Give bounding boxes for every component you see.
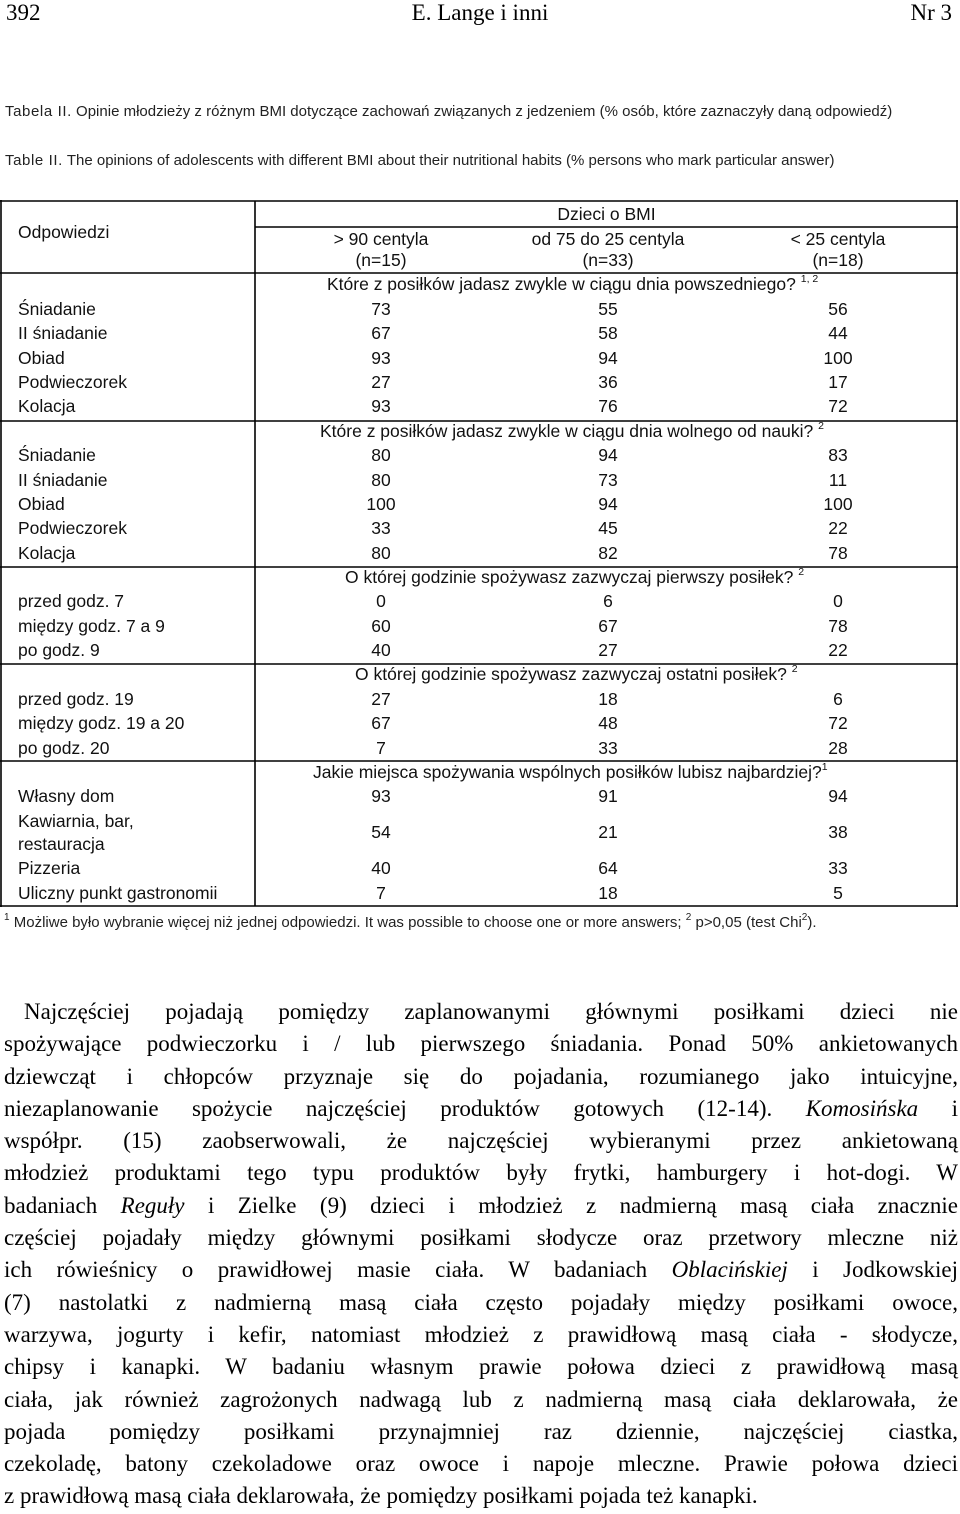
cell-value: 76 bbox=[598, 396, 618, 416]
col-header-under-25: < 25 centyla bbox=[790, 229, 886, 249]
running-head bbox=[0, 0, 960, 28]
cell-value: 40 bbox=[371, 858, 391, 878]
cell-value: 100 bbox=[823, 494, 853, 514]
cell-value: 60 bbox=[371, 616, 391, 636]
cell-value: 93 bbox=[371, 786, 391, 806]
body-line: spożywające podwieczorku i / lub pierwszego śniadania. Ponad 50% ankietowanych bbox=[4, 1031, 958, 1057]
body-paragraph bbox=[4, 996, 958, 1513]
cell-value: 64 bbox=[598, 858, 618, 878]
body-line bbox=[4, 1093, 958, 1125]
cell-value: 36 bbox=[598, 372, 618, 392]
cell-value: 94 bbox=[598, 348, 618, 368]
cell-value: 17 bbox=[828, 372, 848, 392]
cell-value: 83 bbox=[828, 445, 848, 465]
body-line: chipsy i kanapki. W badaniu własnym prawie połowa dzieci z prawidłową masą bbox=[4, 1354, 958, 1380]
author-reference: Komosińska bbox=[805, 1095, 919, 1121]
cell-value: 78 bbox=[828, 616, 848, 636]
cell-value: 82 bbox=[598, 543, 618, 563]
cell-value: 18 bbox=[598, 883, 618, 903]
author-reference: Reguły bbox=[120, 1192, 185, 1218]
footnote-text: p>0,05 (test Chi bbox=[695, 914, 802, 931]
col-header-75-25: od 75 do 25 centyla bbox=[531, 229, 685, 249]
caption-text: Opinie młodzieży z różnym BMI dotyczące zachowań związanych z jedzeniem (% osób, które zaznaczyły daną odpowiedź) bbox=[76, 103, 893, 120]
question-row bbox=[345, 567, 804, 587]
table-caption-polish bbox=[5, 101, 955, 122]
cell-value: 100 bbox=[823, 348, 853, 368]
cell-value: 58 bbox=[598, 323, 618, 343]
body-line bbox=[4, 1190, 958, 1222]
issue-number: Nr 3 bbox=[910, 0, 952, 25]
footnote-text: ). bbox=[807, 914, 817, 931]
row-label: między godz. 7 a 9 bbox=[18, 616, 165, 636]
question-row bbox=[313, 762, 828, 782]
cell-value: 72 bbox=[828, 713, 848, 733]
body-line: czekoladę, batony czekoladowe oraz owoce i napoje mleczne. Prawie połowa dzieci bbox=[4, 1451, 958, 1477]
col-header-n-75-25: (n=33) bbox=[582, 250, 634, 270]
cell-value: 80 bbox=[371, 445, 391, 465]
row-label: Pizzeria bbox=[18, 858, 81, 878]
footnote-text: Możliwe było wybranie więcej niż jednej odpowiedzi. It was possible to choose one or more answers; bbox=[13, 914, 682, 931]
col-header-n-over-90: (n=15) bbox=[355, 250, 407, 270]
question-row bbox=[355, 664, 798, 684]
cell-value: 33 bbox=[371, 518, 391, 538]
page-number: 392 bbox=[6, 0, 41, 25]
cell-value: 93 bbox=[371, 348, 391, 368]
question-text: O której godzinie spożywasz zazwyczaj ostatni posiłek? bbox=[355, 664, 787, 684]
body-line: pojada pomiędzy posiłkami przynajmniej raz dziennie, najczęściej ciastka, bbox=[4, 1418, 958, 1444]
cell-value: 38 bbox=[828, 822, 848, 842]
cell-value: 73 bbox=[371, 299, 391, 319]
question-text: Które z posiłków jadasz zwykle w ciągu dnia powszedniego? bbox=[327, 274, 796, 294]
cell-value: 48 bbox=[598, 713, 618, 733]
cell-value: 21 bbox=[598, 822, 618, 842]
row-label: Własny dom bbox=[18, 786, 115, 806]
row-label: Śniadanie bbox=[18, 445, 96, 465]
cell-value: 33 bbox=[828, 858, 848, 878]
cell-value: 93 bbox=[371, 396, 391, 416]
author-reference: Oblacińskiej bbox=[671, 1257, 788, 1283]
row-label: Podwieczorek bbox=[18, 518, 127, 538]
cell-value: 11 bbox=[828, 470, 848, 490]
table-footnote bbox=[4, 914, 959, 931]
cell-value: 22 bbox=[828, 640, 848, 660]
caption-label: Table II. bbox=[5, 152, 63, 169]
body-line: Najczęściej pojadają pomiędzy zaplanowanymi głównymi posiłkami dzieci nie bbox=[24, 999, 958, 1024]
body-line: młodzież produktami tego typu produktów były frytki, hamburgery i hot-dogi. W bbox=[4, 1160, 958, 1186]
cell-value: 54 bbox=[371, 822, 391, 842]
row-label: II śniadanie bbox=[18, 323, 108, 343]
body-line: częściej pojadały między głównymi posiłkami słodycze oraz przetwory mleczne niż bbox=[4, 1225, 958, 1251]
body-line: z prawidłową masą ciała deklarowała, że pomiędzy posiłkami pojada też kanapki. bbox=[4, 1483, 758, 1509]
cell-value: 56 bbox=[828, 299, 848, 319]
cell-value: 5 bbox=[833, 883, 843, 903]
data-table bbox=[0, 200, 958, 907]
question-text: Które z posiłków jadasz zwykle w ciągu dnia wolnego od nauki? bbox=[320, 421, 814, 441]
cell-value: 94 bbox=[828, 786, 848, 806]
cell-value: 0 bbox=[376, 591, 386, 611]
cell-value: 100 bbox=[366, 494, 396, 514]
caption-label: Tabela II. bbox=[5, 103, 72, 120]
body-text: i Jodkowskiej bbox=[812, 1257, 959, 1283]
col-header-over-90: > 90 centyla bbox=[333, 229, 429, 249]
col-header-n-under-25: (n=18) bbox=[812, 250, 864, 270]
row-label: przed godz. 7 bbox=[18, 591, 125, 611]
body-text: i bbox=[951, 1095, 959, 1121]
cell-value: 55 bbox=[598, 299, 618, 319]
footnote-marker: 2 bbox=[791, 663, 798, 675]
cell-value: 27 bbox=[598, 640, 618, 660]
footnote-marker: 1 bbox=[821, 761, 828, 773]
cell-value: 45 bbox=[598, 518, 618, 538]
bmi-group-header: Dzieci o BMI bbox=[557, 204, 656, 224]
row-label: restauracja bbox=[18, 834, 105, 854]
row-label: po godz. 20 bbox=[18, 738, 110, 758]
body-text: ich rówieśnicy o prawidłowej masie ciała. W badaniach bbox=[4, 1257, 648, 1283]
question-row bbox=[327, 274, 818, 294]
body-line: (7) nastolatki z nadmierną masą ciała często pojadały między posiłkami owoce, bbox=[4, 1289, 958, 1315]
body-text: i Zielke (9) dzieci i młodzież z nadmierną masą ciała znacznie bbox=[207, 1192, 959, 1218]
row-label: między godz. 19 a 20 bbox=[18, 713, 185, 733]
cell-value: 18 bbox=[598, 689, 618, 709]
caption-text: The opinions of adolescents with different BMI about their nutritional habits (% persons who mark particular answer) bbox=[66, 152, 835, 169]
body-text: badaniach bbox=[4, 1192, 98, 1218]
cell-value: 27 bbox=[371, 689, 391, 709]
cell-value: 7 bbox=[376, 738, 386, 758]
cell-value: 73 bbox=[598, 470, 618, 490]
body-line: współpr. (15) zaobserwowali, że najczęściej wybieranymi przez ankietowaną bbox=[4, 1128, 958, 1154]
footnote-marker: 2 bbox=[685, 912, 692, 923]
cell-value: 67 bbox=[371, 323, 391, 343]
row-label: po godz. 9 bbox=[18, 640, 100, 660]
row-label: Kolacja bbox=[18, 396, 76, 416]
row-label: II śniadanie bbox=[18, 470, 108, 490]
body-line: ciała, jak również zagrożonych nadwagą lub z nadmierną masą ciała deklarowała, że bbox=[4, 1386, 958, 1412]
cell-value: 44 bbox=[828, 323, 848, 343]
body-text: niezaplanowanie spożycie najczęściej produktów gotowych (12-14). bbox=[4, 1095, 773, 1121]
cell-value: 0 bbox=[833, 591, 843, 611]
body-line: warzywa, jogurty i kefir, natomiast młodzież z prawidłową masą ciała - słodycze, bbox=[4, 1321, 958, 1347]
question-text: O której godzinie spożywasz zazwyczaj pierwszy posiłek? bbox=[345, 567, 794, 587]
cell-value: 7 bbox=[376, 883, 386, 903]
row-label: przed godz. 19 bbox=[18, 689, 134, 709]
footnote-marker: 1 bbox=[4, 912, 10, 923]
question-text: Jakie miejsca spożywania wspólnych posiłków lubisz najbardziej? bbox=[313, 762, 822, 782]
cell-value: 28 bbox=[828, 738, 848, 758]
cell-value: 80 bbox=[371, 470, 391, 490]
cell-value: 67 bbox=[371, 713, 391, 733]
row-label: Obiad bbox=[18, 494, 65, 514]
question-row bbox=[320, 421, 824, 441]
footnote-marker: 2 bbox=[801, 912, 808, 923]
cell-value: 94 bbox=[598, 445, 618, 465]
row-label: Uliczny punkt gastronomii bbox=[18, 883, 218, 903]
footnote-marker: 2 bbox=[818, 420, 824, 432]
cell-value: 72 bbox=[828, 396, 848, 416]
cell-value: 6 bbox=[833, 689, 843, 709]
body-line: dziewcząt i chłopców przyznaje się do pojadania, rozumianego jako intuicyjne, bbox=[4, 1063, 958, 1089]
cell-value: 67 bbox=[598, 616, 618, 636]
cell-value: 91 bbox=[598, 786, 618, 806]
cell-value: 94 bbox=[598, 494, 618, 514]
cell-value: 78 bbox=[828, 543, 848, 563]
row-label: Kolacja bbox=[18, 543, 76, 563]
footnote-marker: 1, 2 bbox=[800, 273, 819, 285]
cell-value: 40 bbox=[371, 640, 391, 660]
cell-value: 6 bbox=[603, 591, 613, 611]
cell-value: 27 bbox=[371, 372, 391, 392]
footnote-marker: 2 bbox=[798, 566, 805, 578]
cell-value: 80 bbox=[371, 543, 391, 563]
row-label: Śniadanie bbox=[18, 299, 96, 319]
body-line bbox=[4, 1254, 958, 1286]
answers-column-header: Odpowiedzi bbox=[18, 222, 110, 242]
row-label: Obiad bbox=[18, 348, 65, 368]
running-head-authors: E. Lange i inni bbox=[411, 0, 549, 25]
cell-value: 22 bbox=[828, 518, 848, 538]
row-label: Kawiarnia, bar, bbox=[18, 811, 134, 831]
cell-value: 33 bbox=[598, 738, 618, 758]
table-caption-english bbox=[5, 150, 955, 171]
row-label: Podwieczorek bbox=[18, 372, 127, 392]
